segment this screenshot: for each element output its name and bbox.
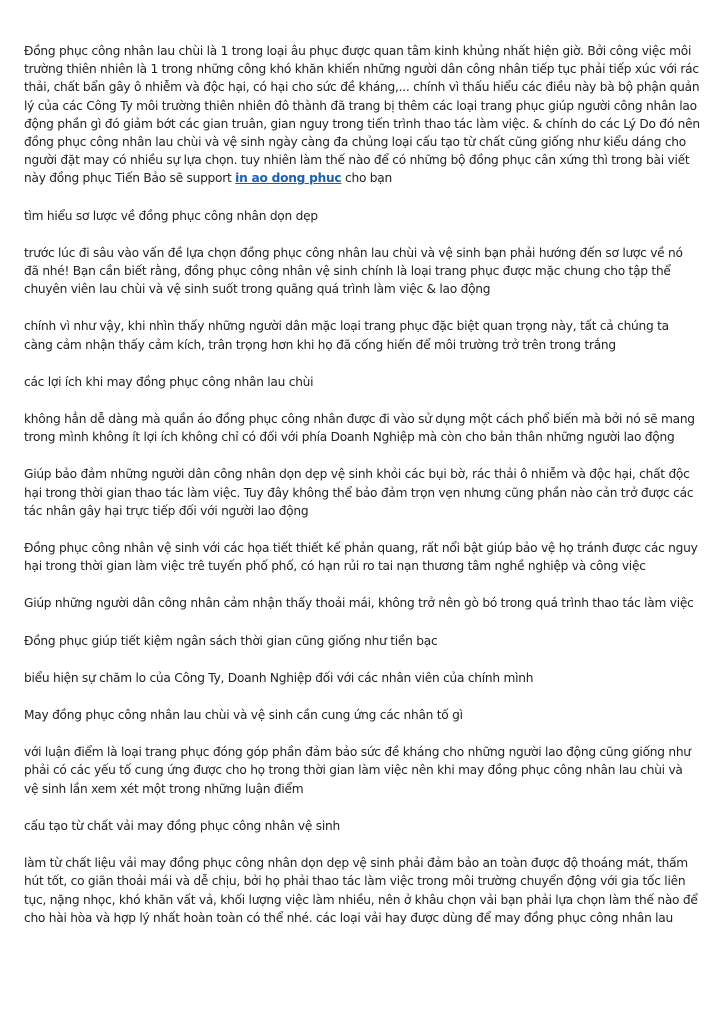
intro-text-end: cho bạn xyxy=(341,171,392,186)
paragraph: Giúp những người dân công nhân cảm nhận thấy thoải mái, không trở nên gò bó trong quá trình thao tác làm việc xyxy=(24,596,694,611)
paragraph: Giúp bảo đảm những người dân công nhân dọn dẹp vệ sinh khỏi các bụi bờ, rác thải ô nhiễm và độc hại, chất độc hại trong thời gian thao tác làm việc. Tuy đây không thể bảo đảm trọn vẹn nhưng cũng phần nào cản trở được các tác nhân gây hại trực tiếp đối với người lao động xyxy=(24,467,694,518)
paragraph: Đồng phục giúp tiết kiệm ngân sách thời gian cũng giống như tiền bạc xyxy=(24,633,438,648)
section-heading: các lợi ích khi may đồng phục công nhân lau chùi xyxy=(24,374,314,389)
paragraph: với luận điểm là loại trang phục đóng góp phần đảm bảo sức đề kháng cho những người lao động cũng giống như phải có các yếu tố cung ứng được cho họ trong thời gian làm việc nên khi may đồng phục công nhân lau chùi và vệ sinh lần xem xét một trong những luận điểm xyxy=(24,745,691,796)
paragraph: làm từ chất liệu vải may đồng phục công nhân dọn dẹp vệ sinh phải đảm bảo an toàn được độ thoáng mát, thấm hút tốt, co giãn thoải mái và dễ chịu, bởi họ phải thao tác làm việc trong môi trường chuyển động với gia tốc liên tục, nặng nhọc, khó khăn vất vả, khối lượng việc làm nhiều, nên ở khâu chọn vải bạn phải lựa chọn làm thế nào để cho hài hòa và hợp lý nhất hoàn toàn có thể nhé. các loại vải hay được dùng để may đồng phục công nhân lau xyxy=(24,856,698,925)
keyword-link[interactable]: in ao dong phuc xyxy=(235,171,342,186)
section-heading: tìm hiểu sơ lược về đồng phục công nhân dọn dẹp xyxy=(24,208,318,223)
paragraph: biểu hiện sự chăm lo của Công Ty, Doanh Nghiệp đối với các nhân viên của chính mình xyxy=(24,670,534,685)
paragraph: trước lúc đi sâu vào vấn đề lựa chọn đồng phục công nhân lau chùi và vệ sinh bạn phải hướng đến sơ lược về nó đã nhé! Bạn cần biết rằng, đồng phục công nhân vệ sinh chính là loại trang phục được mặc chung cho tập thể chuyên viên lau chùi và vệ sinh suốt trong quãng quá trình làm việc & lao động xyxy=(24,245,683,297)
section-heading: May đồng phục công nhân lau chùi và vệ sinh cần cung ứng các nhân tố gì xyxy=(24,708,463,723)
section-heading: cấu tạo từ chất vải may đồng phục công nhân vệ sinh xyxy=(24,818,340,833)
intro-text: Đồng phục công nhân lau chùi là 1 trong loại âu phục được quan tâm kinh khủng nhất hiện giờ. Bởi công việc môi trường thiên nhiên là 1 trong những công khó khăn khiến những người dân công nhân tiếp tục phải tiếp xúc với rác thải, chất bẩn gây ô nhiễm và độc hại, có hại cho sức đề kháng,... chính vì thấu hiểu các điều này bà bộ phận quản lý của các Công Ty môi trường thiên nhiên đô thành đã trang bị thêm các loại trang phục giúp người công nhân lao động phần gì đó giảm bớt các gian truân, gian nguy trong tiến trình thao tác làm việc. & chính do các Lý Do đó nên đồng phục công nhân lau chùi và vệ sinh ngày càng đa chủng loại cấu tạo từ chất cũng giống như kiểu dáng cho người đặt may có nhiều sự lựa chọn. tuy nhiên làm thế nào để có những bộ đồng phục cân xứng thì trong bài viết này đồng phục Tiến Bảo sẽ support xyxy=(24,44,700,186)
paragraph: Đồng phục công nhân vệ sinh với các họa tiết thiết kế phản quang, rất nổi bật giúp bảo vệ họ tránh được các nguy hại trong thời gian làm việc trê tuyến phố phố, có hạn rủi ro tai nạn thương tâm nghề nghiệp và công việc xyxy=(24,541,698,574)
intro-paragraph xyxy=(24,42,700,188)
paragraph: chính vì như vậy, khi nhìn thấy những người dân mặc loại trang phục đặc biệt quan trọng này, tất cả chúng ta càng cảm nhận thấy cảm kích, trân trọng hơn khi họ đã cống hiến để môi trường trở trên trong trắng xyxy=(24,319,669,352)
paragraph: không hẳn dễ dàng mà quần áo đồng phục công nhân được đi vào sử dụng một cách phổ biến mà bởi nó sẽ mang trong mình không ít lợi ích không chỉ có đối với phía Doanh Nghiệp mà còn cho bản thân những người lao động xyxy=(24,412,695,445)
